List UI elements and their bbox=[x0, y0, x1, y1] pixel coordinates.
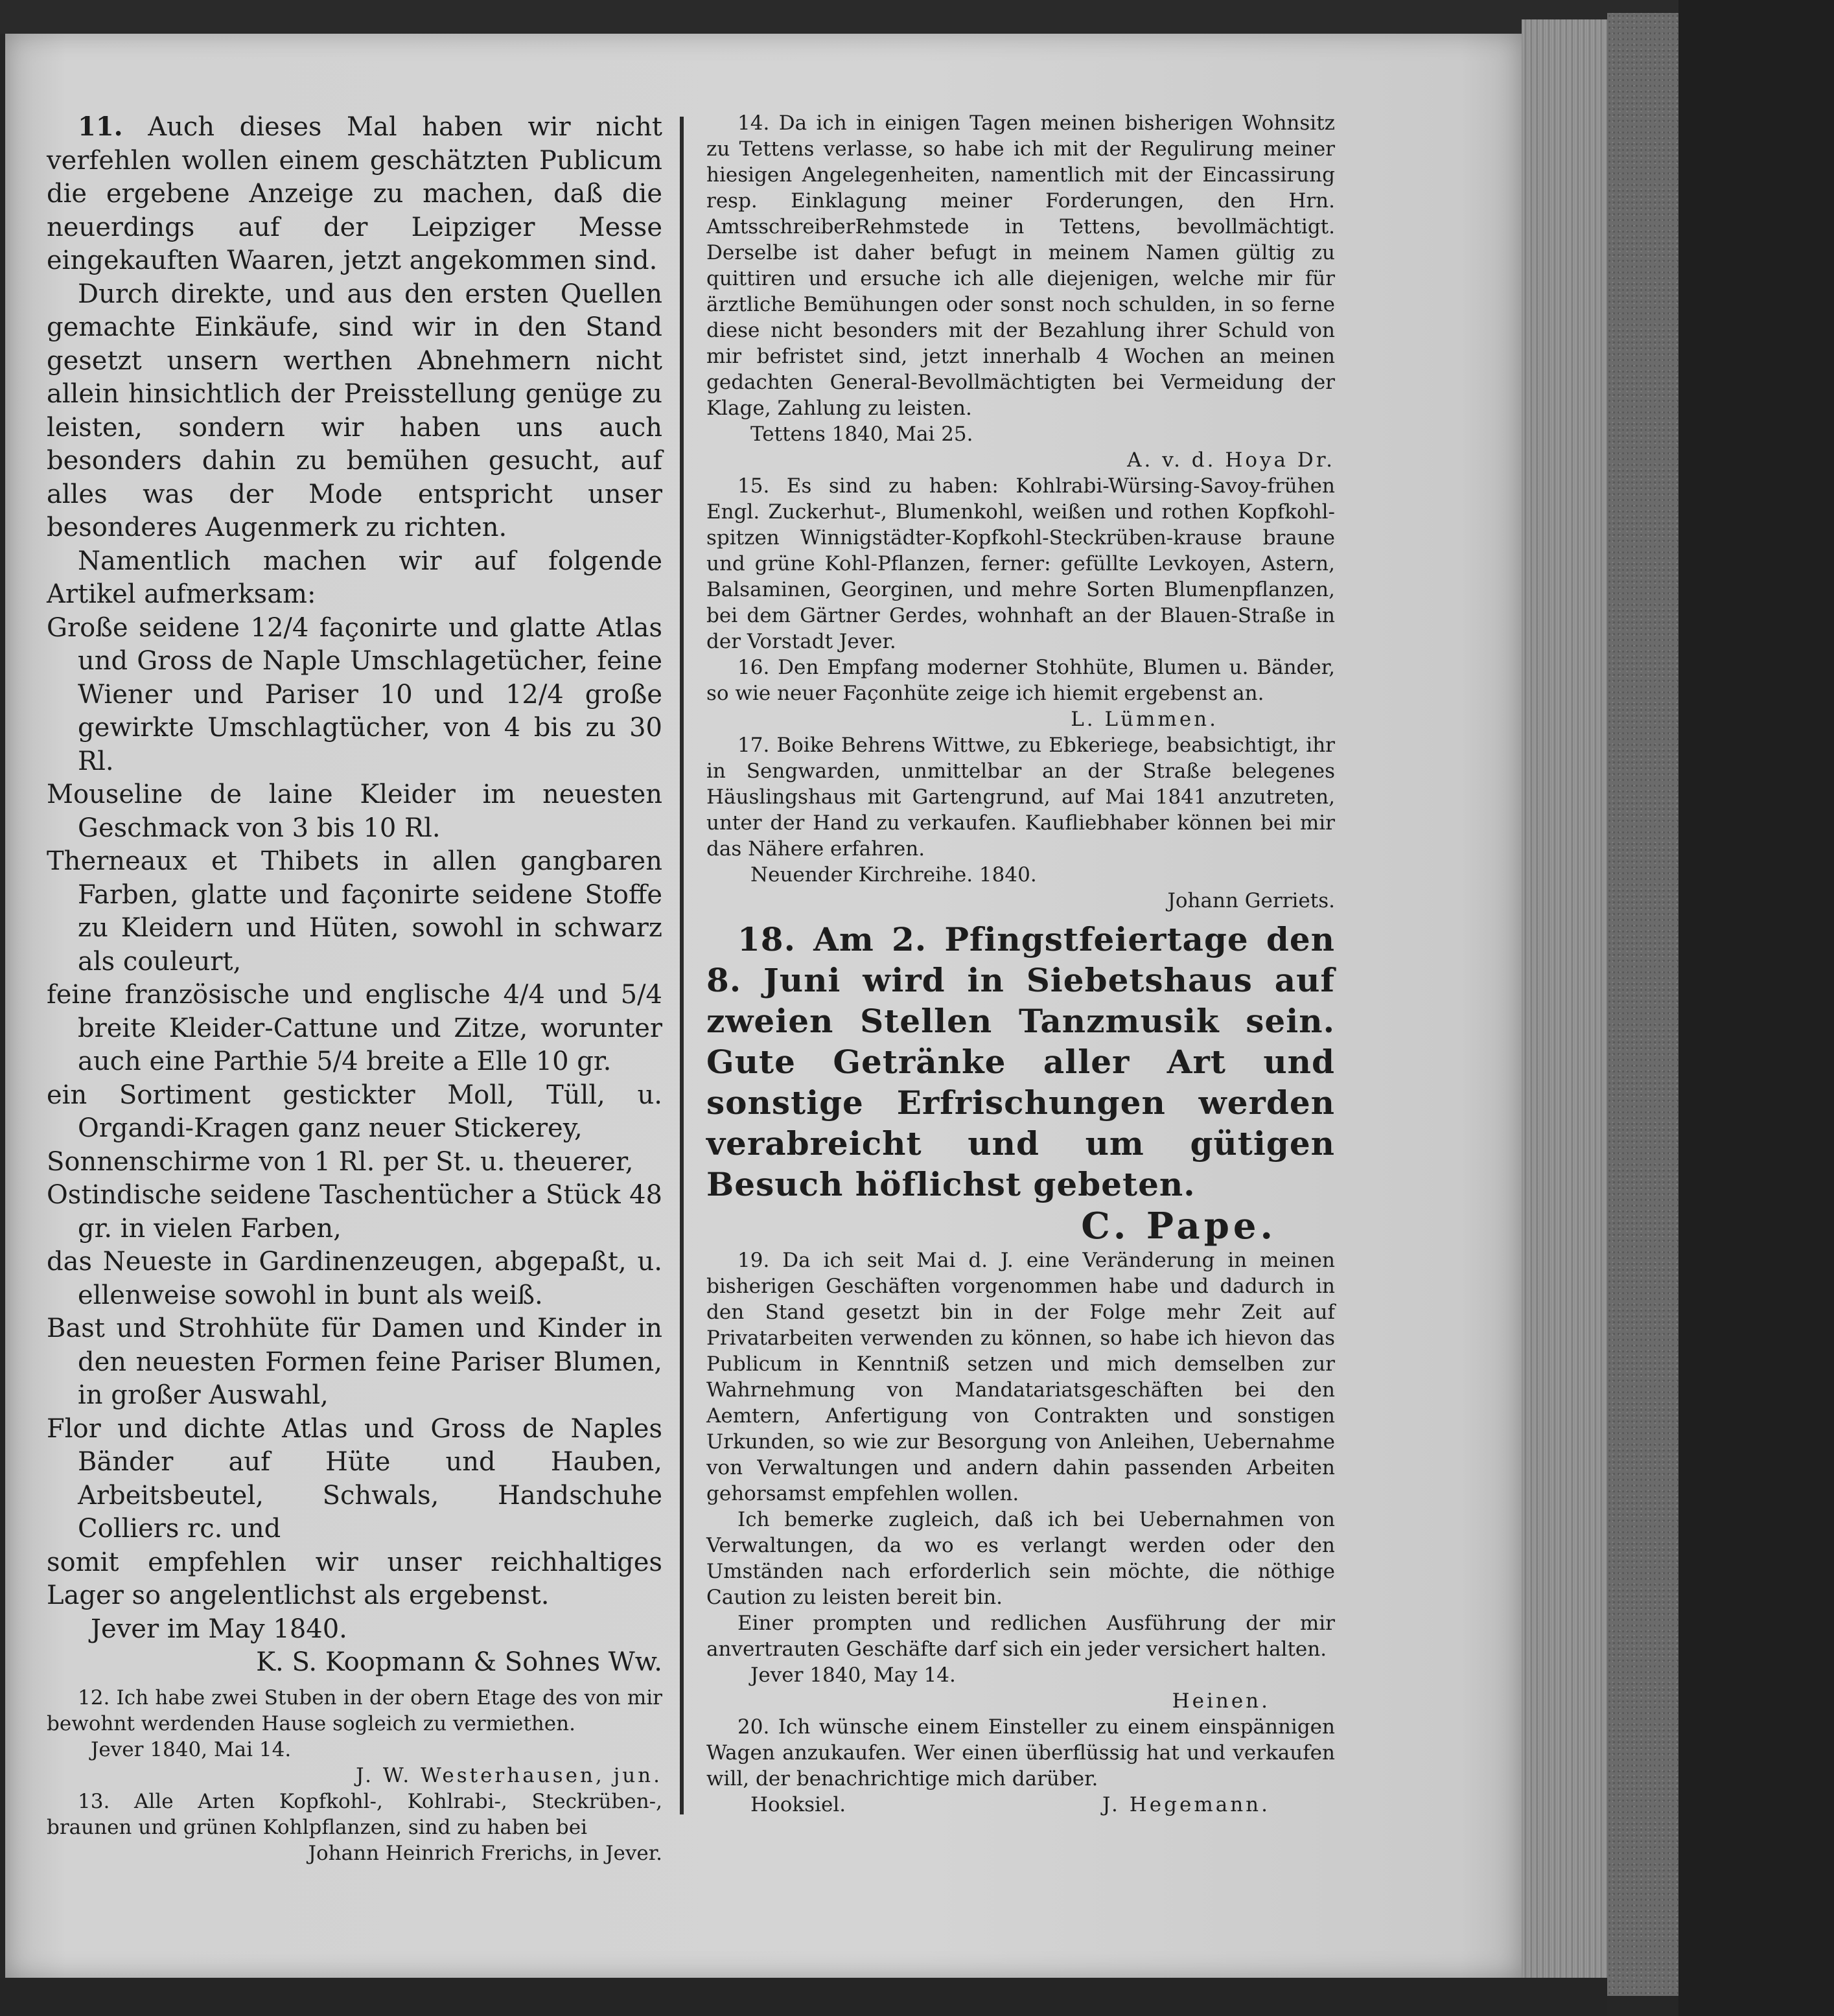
ad12-text: 12. Ich habe zwei Stuben in der obern Etage des von mir bewohnt werdenden Hause sogleich zu vermiethen. bbox=[47, 1686, 662, 1735]
advertisement-20 bbox=[706, 1714, 1335, 1818]
advertisement-18 bbox=[706, 919, 1335, 1247]
ad18-text: 18. Am 2. Pfingstfeiertage den 8. Juni wird in Siebetshaus auf zweien Stellen Tanzmusik sein. Gute Getränke aller Art und sonstige Erfrischungen werden verabreicht und um gütigen Besuch höflichst gebeten. bbox=[706, 920, 1335, 1203]
ad19-signature: Heinen. bbox=[1172, 1689, 1270, 1713]
ad11-date: Jever im May 1840. bbox=[91, 1614, 347, 1644]
ad11-signature: K. S. Koopmann & Sohnes Ww. bbox=[256, 1647, 662, 1677]
background-bottom bbox=[0, 1978, 1607, 2016]
ad17-date: Neuender Kirchreihe. 1840. bbox=[750, 863, 1037, 886]
advertisement-15 bbox=[706, 473, 1335, 655]
ad20-footer bbox=[706, 1792, 1335, 1818]
ad11-paragraph-3: Namentlich machen wir auf folgende Artikel aufmerksam: bbox=[47, 546, 662, 609]
ad11-item: Große seidene 12/4 façonirte und glatte Atlas und Gross de Naple Umschlagetücher, feine Wiener und Pariser 10 und 12/4 große gewirkte Umschlagtücher, von 4 bis zu 30 Rl. bbox=[47, 612, 662, 776]
background-right bbox=[1678, 0, 1834, 2016]
ad14-text: 14. Da ich in einigen Tagen meinen bisherigen Wohnsitz zu Tettens verlasse, so habe ich mit der Regulirung meiner hiesigen Angelegenheiten, namentlich mit der Eincassirung resp. Einklagung meiner Forderungen, den Hrn. AmtsschreiberRehmstede in Tettens, bevollmächtigt. Derselbe ist daher befugt in meinem Namen gültig zu quittiren und ersuche ich alle diejenigen, welche mir für ärztliche Bemühungen oder sonst noch schulden, in so ferne diese nicht besonders mit der Bezahlung ihrer Schuld von mir befristet sind, jetzt innerhalb 4 Wochen an meinen gedachten General-Bevollmächtigten bei Vermeidung der Klage, Zahlung zu leisten. bbox=[706, 111, 1335, 420]
ad11-item: feine französische und englische 4/4 und 5/4 breite Kleider-Cattune und Zitze, worunter auch eine Parthie 5/4 breite a Elle 10 gr. bbox=[47, 980, 662, 1076]
ad11-number: 11. bbox=[78, 111, 123, 142]
ad11-closing: somit empfehlen wir unser reichhaltiges Lager so angelentlichst als ergebenst. bbox=[47, 1547, 662, 1610]
ad13-signature: Johann Heinrich Frerichs, in Jever. bbox=[308, 1841, 662, 1865]
ad11-item: Mouseline de laine Kleider im neuesten Geschmack von 3 bis 10 Rl. bbox=[47, 780, 662, 843]
ad12-signature: J. W. Westerhausen, jun. bbox=[356, 1763, 662, 1787]
left-column bbox=[47, 110, 662, 1866]
ad11-item: das Neueste in Gardinenzeugen, abgepaßt, u. ellenweise sowohl in bunt als weiß. bbox=[47, 1247, 662, 1310]
ad13-text: 13. Alle Arten Kopfkohl-, Kohlrabi-, Steckrüben-, braunen und grünen Kohlpflanzen, sind zu haben bei bbox=[47, 1789, 662, 1839]
ad16-text: 16. Den Empfang moderner Stohhüte, Blumen u. Bänder, so wie neuer Façonhüte zeige ich hiemit ergebenst an. bbox=[706, 656, 1335, 705]
ad11-item: Therneaux et Thibets in allen gangbaren Farben, glatte und façonirte seidene Stoffe zu Kleidern und Hüten, sowohl in schwarz als couleurt, bbox=[47, 846, 662, 977]
ad14-date: Tettens 1840, Mai 25. bbox=[750, 423, 973, 446]
advertisement-19 bbox=[706, 1247, 1335, 1714]
ad15-text: 15. Es sind zu haben: Kohlrabi-Würsing-Savoy-frühen Engl. Zuckerhut-, Blumenkohl, weißen und rothen Kopfkohl- spitzen Winnigstädter-Kopfkohl-Steckrüben-krause braune und grüne Kohl-Pflanzen, ferner: gefüllte Levkoyen, Astern, Balsaminen, Georginen, und mehre Sorten Blumenpflanzen, bei dem Gärtner Gerdes, wohnhaft an der Blauen-Straße in der Vorstadt Jever. bbox=[706, 474, 1335, 653]
ad11-item: Flor und dichte Atlas und Gross de Naples Bänder auf Hüte und Hauben, Arbeitsbeutel, Schwals, Handschuhe Colliers rc. und bbox=[47, 1413, 662, 1544]
ad20-signature: J. Hegemann. bbox=[1102, 1793, 1270, 1816]
ad11-item: Sonnenschirme von 1 Rl. per St. u. theuerer, bbox=[47, 1146, 634, 1177]
ad11-item: Ostindische seidene Taschentücher a Stück 48 gr. in vielen Farben, bbox=[47, 1180, 662, 1244]
ad11-paragraph-1 bbox=[47, 110, 662, 278]
column-rule bbox=[680, 117, 684, 1814]
ad11-paragraph-2: Durch direkte, und aus den ersten Quellen gemachte Einkäufe, sind wir in den Stand gesetzt unsern werthen Abnehmern nicht allein hinsichtlich der Preisstellung genüge zu leisten, sondern wir haben uns auch besonders dahin zu bemühen gesucht, auf alles was der Mode entspricht unser besonderes Augenmerk zu richten. bbox=[47, 279, 662, 542]
ad19-paragraph-1: 19. Da ich seit Mai d. J. eine Veränderung in meinen bisherigen Geschäften vorgenommen habe und dadurch in den Stand gesetzt bin in der Folge mehr Zeit auf Privatarbeiten verwenden zu können, so habe ich hievon das Publicum in Kenntniß setzen und mich demselben zur Wahrnehmung von Mandatariatsgeschäften bei den Aemtern, Anfertigung von Contrakten und sonstigen Urkunden, so wie zur Besorgung von Anleihen, Uebernahme von Verwaltungen und andern dahin passenden Arbeiten gehorsamst empfehlen wollen. bbox=[706, 1249, 1335, 1505]
ad14-signature: A. v. d. Hoya Dr. bbox=[1127, 448, 1335, 472]
right-column bbox=[706, 110, 1335, 1818]
book-cover-edge bbox=[1607, 13, 1678, 1996]
ad18-signature: C. Pape. bbox=[1081, 1205, 1277, 1247]
advertisement-16 bbox=[706, 655, 1335, 732]
ad17-signature: Johann Gerriets. bbox=[1167, 889, 1335, 912]
ad20-text: 20. Ich wünsche einem Einsteller zu einem einspännigen Wagen anzukaufen. Wer einen überflüssig hat und verkaufen will, der benachrichtige mich darüber. bbox=[706, 1715, 1335, 1790]
page-block-edge bbox=[1522, 19, 1607, 1983]
ad19-paragraph-2: Ich bemerke zugleich, daß ich bei Uebernahmen von Verwaltungen, da wo es verlangt werden oder den Umständen nach erforderlich sein möchte, die nöthige Caution zu leisten bereit bin. bbox=[706, 1508, 1335, 1609]
advertisement-13 bbox=[47, 1789, 662, 1866]
ad11-intro-text: Auch dieses Mal haben wir nicht verfehlen wollen einem geschätzten Publicum die ergebene Anzeige zu machen, daß die neuerdings auf der Leipziger Messe eingekauften Waaren, jetzt angekommen sind. bbox=[47, 112, 663, 275]
ad17-text: 17. Boike Behrens Wittwe, zu Ebkeriege, beabsichtigt, ihr in Sengwarden, unmittelbar an der Straße belegenes Häuslingshaus mit Gartengrund, auf Mai 1841 anzutreten, unter der Hand zu verkaufen. Kaufliebhaber können bei mir das Nähere erfahren. bbox=[706, 734, 1335, 861]
ad11-item: Bast und Strohhüte für Damen und Kinder in den neuesten Formen feine Pariser Blumen, in großer Auswahl, bbox=[47, 1314, 662, 1410]
advertisement-11 bbox=[47, 110, 662, 1680]
ad19-paragraph-3: Einer prompten und redlichen Ausführung der mir anvertrauten Geschäfte darf sich ein jeder versichert halten. bbox=[706, 1612, 1335, 1661]
ad20-place: Hooksiel. bbox=[750, 1793, 846, 1816]
advertisement-14 bbox=[706, 110, 1335, 473]
ad16-signature: L. Lümmen. bbox=[1071, 708, 1218, 731]
ad11-item: ein Sortiment gestickter Moll, Tüll, u. Organdi-Kragen ganz neuer Stickerey, bbox=[47, 1080, 662, 1143]
advertisement-12 bbox=[47, 1685, 662, 1789]
ad12-date: Jever 1840, Mai 14. bbox=[91, 1737, 292, 1761]
advertisement-17 bbox=[706, 732, 1335, 914]
ad19-date: Jever 1840, May 14. bbox=[750, 1663, 956, 1687]
